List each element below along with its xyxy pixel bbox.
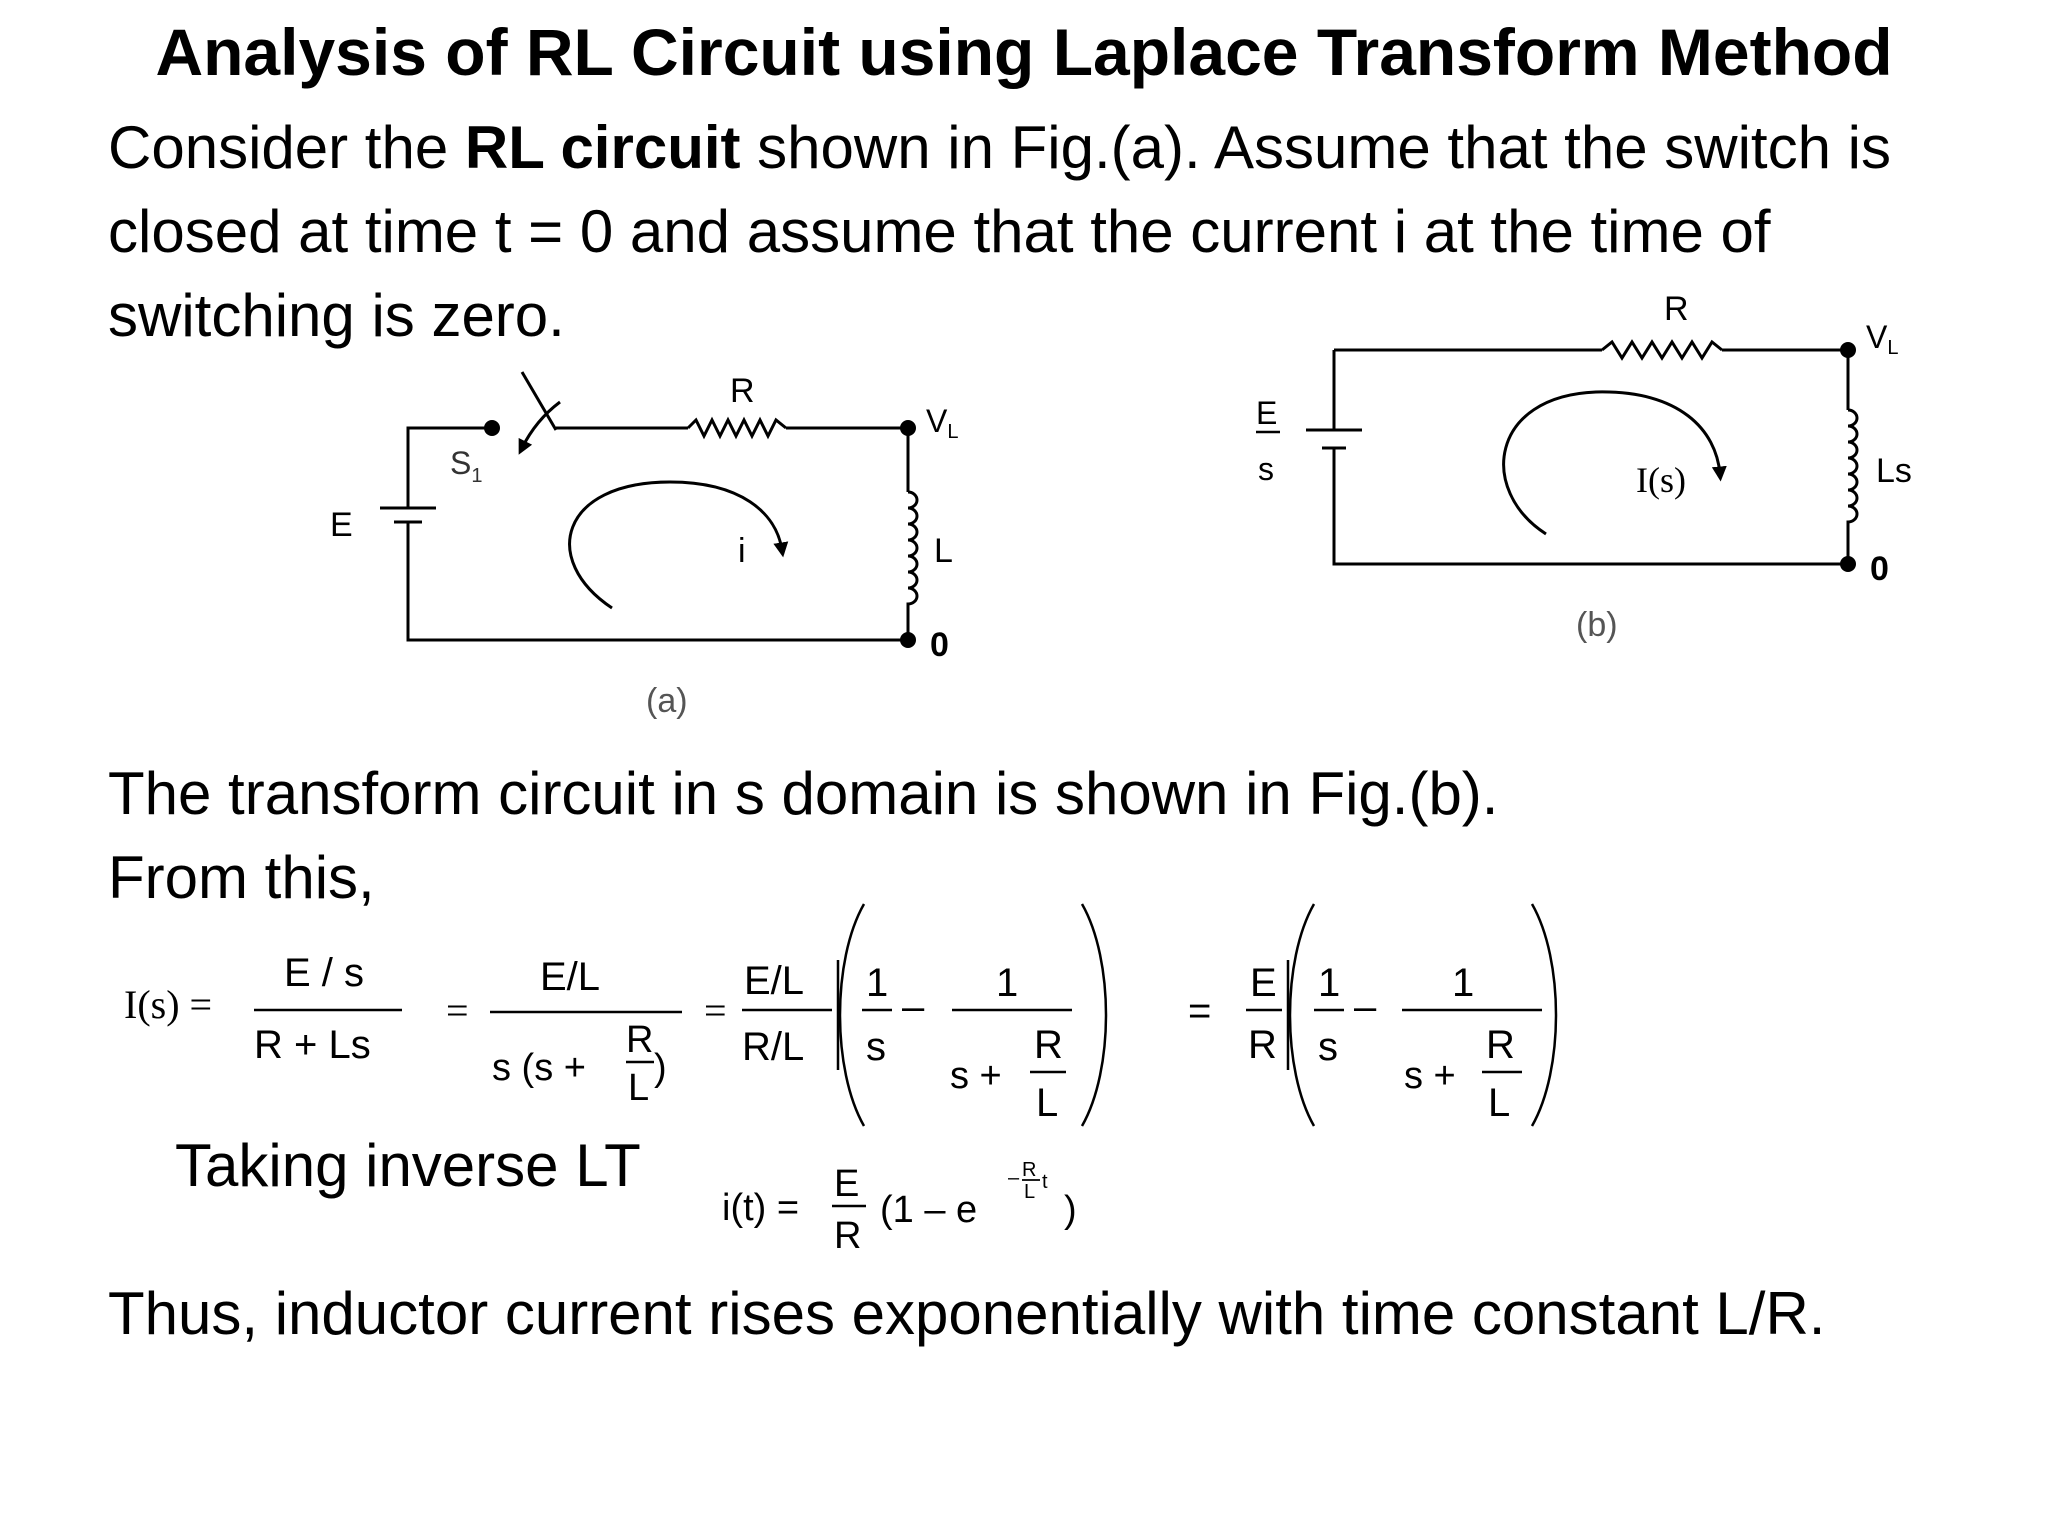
circuit-diagram-b [1256, 342, 1857, 564]
eq1-term4-splus: s + [1404, 1055, 1456, 1097]
wire-a-top-right [556, 428, 908, 492]
eq1-term4-one-a: 1 [1318, 961, 1341, 1005]
eq1-paren-open-2 [1290, 904, 1314, 1126]
eq2-paren-close: ) [1064, 1189, 1077, 1231]
equation-laplace-current [124, 904, 1556, 1126]
source-b-label-den: s [1258, 451, 1274, 487]
conclusion-text: Thus, inductor current rises exponentially with time constant L/R. [108, 1280, 1826, 1347]
eq1-term2-den-r: R [626, 1019, 654, 1061]
eq1-term4-den: R [1248, 1023, 1277, 1067]
eq1-lhs: I(s) = [124, 982, 213, 1027]
resistor-a [688, 420, 786, 436]
eq1-paren-close-2 [1532, 904, 1556, 1126]
eq1-term4-num: E [1250, 961, 1277, 1005]
eq1-term4-l: L [1488, 1081, 1511, 1125]
node-a-zero-dot [900, 632, 916, 648]
eq1-term2-den-close: ) [654, 1047, 667, 1089]
eq1-equals-3: = [1188, 989, 1212, 1033]
inductor-b-label: Ls [1876, 452, 1912, 490]
current-a-arc [570, 482, 782, 608]
intro-text-2: shown in Fig.(a). Assume that the switch is closed at time t = 0 and assume that the current i at the time of switching is zero. [108, 114, 1891, 349]
resistor-b [1602, 342, 1722, 358]
circuit-diagram-a [380, 372, 917, 640]
eq1-term3-minus: – [902, 985, 925, 1029]
eq2-exp-t: t [1042, 1171, 1048, 1193]
eq2-exp-r: R [1022, 1159, 1037, 1181]
eq1-term3-r: R [1034, 1023, 1063, 1067]
taking-inverse-text: Taking inverse LT [175, 1132, 641, 1199]
node-a-zero-label: 0 [930, 626, 949, 664]
eq1-paren-open-1 [840, 904, 864, 1126]
eq1-term4-r: R [1486, 1023, 1515, 1067]
switch-a-contact [484, 420, 500, 436]
eq2-exp-l: L [1024, 1181, 1036, 1203]
node-b-zero-label: 0 [1870, 550, 1889, 588]
eq2-exp-sign: – [1008, 1167, 1020, 1189]
eq1-term2-den-l: L [628, 1067, 650, 1109]
eq1-term3-one-b: 1 [996, 961, 1019, 1005]
eq1-term3-one-a: 1 [866, 961, 889, 1005]
inductor-a-label: L [934, 532, 953, 570]
intro-bold-term: RL circuit [464, 114, 741, 181]
current-b-label: I(s) [1636, 460, 1686, 500]
intro-text-1: Consider the [108, 114, 465, 181]
wire-b-left [1334, 350, 1848, 564]
eq1-term3-splus: s + [950, 1055, 1002, 1097]
current-b-arc [1504, 392, 1720, 534]
eq2-num: E [834, 1163, 860, 1205]
source-a-label: E [330, 506, 353, 544]
resistor-b-label: R [1664, 290, 1689, 328]
eq1-term3-l: L [1036, 1081, 1059, 1125]
eq1-term1-num: E / s [284, 951, 365, 995]
inductor-a [908, 492, 917, 640]
eq1-term2-den: s (s + [492, 1047, 586, 1089]
eq1-term1-den: R + Ls [254, 1023, 371, 1067]
eq1-equals-1: = [446, 988, 469, 1033]
switch-a-label: $S_1$ [450, 445, 483, 487]
transform-text: The transform circuit in s domain is shown in Fig.(b). [108, 760, 1499, 827]
eq2-lhs: i(t) = [722, 1187, 800, 1229]
figure-b-caption: (b) [1576, 606, 1618, 644]
figure-a-caption: (a) [646, 682, 688, 720]
node-b-vl-dot [1840, 342, 1856, 358]
current-a-label: i [738, 532, 746, 570]
eq1-term2-num: E/L [540, 955, 601, 999]
eq1-term4-one-b: 1 [1452, 961, 1475, 1005]
eq2-den: R [834, 1215, 862, 1257]
resistor-a-label: R [730, 372, 755, 410]
node-a-vl-label: VL [926, 403, 959, 443]
node-b-vl-label: VL [1866, 319, 1899, 359]
eq1-paren-close-1 [1082, 904, 1106, 1126]
eq1-equals-2: = [704, 988, 727, 1033]
eq1-term4-s: s [1318, 1025, 1338, 1069]
wire-b-top [1334, 350, 1848, 410]
node-a-vl-dot [900, 420, 916, 436]
source-b-label-num: E [1256, 395, 1278, 431]
node-b-zero-dot [1840, 556, 1856, 572]
eq1-term3-den: R/L [742, 1025, 805, 1069]
eq1-term4-minus: – [1354, 985, 1377, 1029]
equation-time-domain-current [722, 1159, 1077, 1257]
eq2-paren-open: (1 – e [880, 1189, 978, 1231]
eq1-term3-num: E/L [744, 959, 805, 1003]
wire-a-left [408, 522, 908, 640]
eq1-term3-s: s [866, 1025, 886, 1069]
from-text: From this, [108, 844, 375, 911]
slide-title: Analysis of RL Circuit using Laplace Transform Method [155, 15, 1893, 89]
inductor-b [1848, 410, 1857, 564]
